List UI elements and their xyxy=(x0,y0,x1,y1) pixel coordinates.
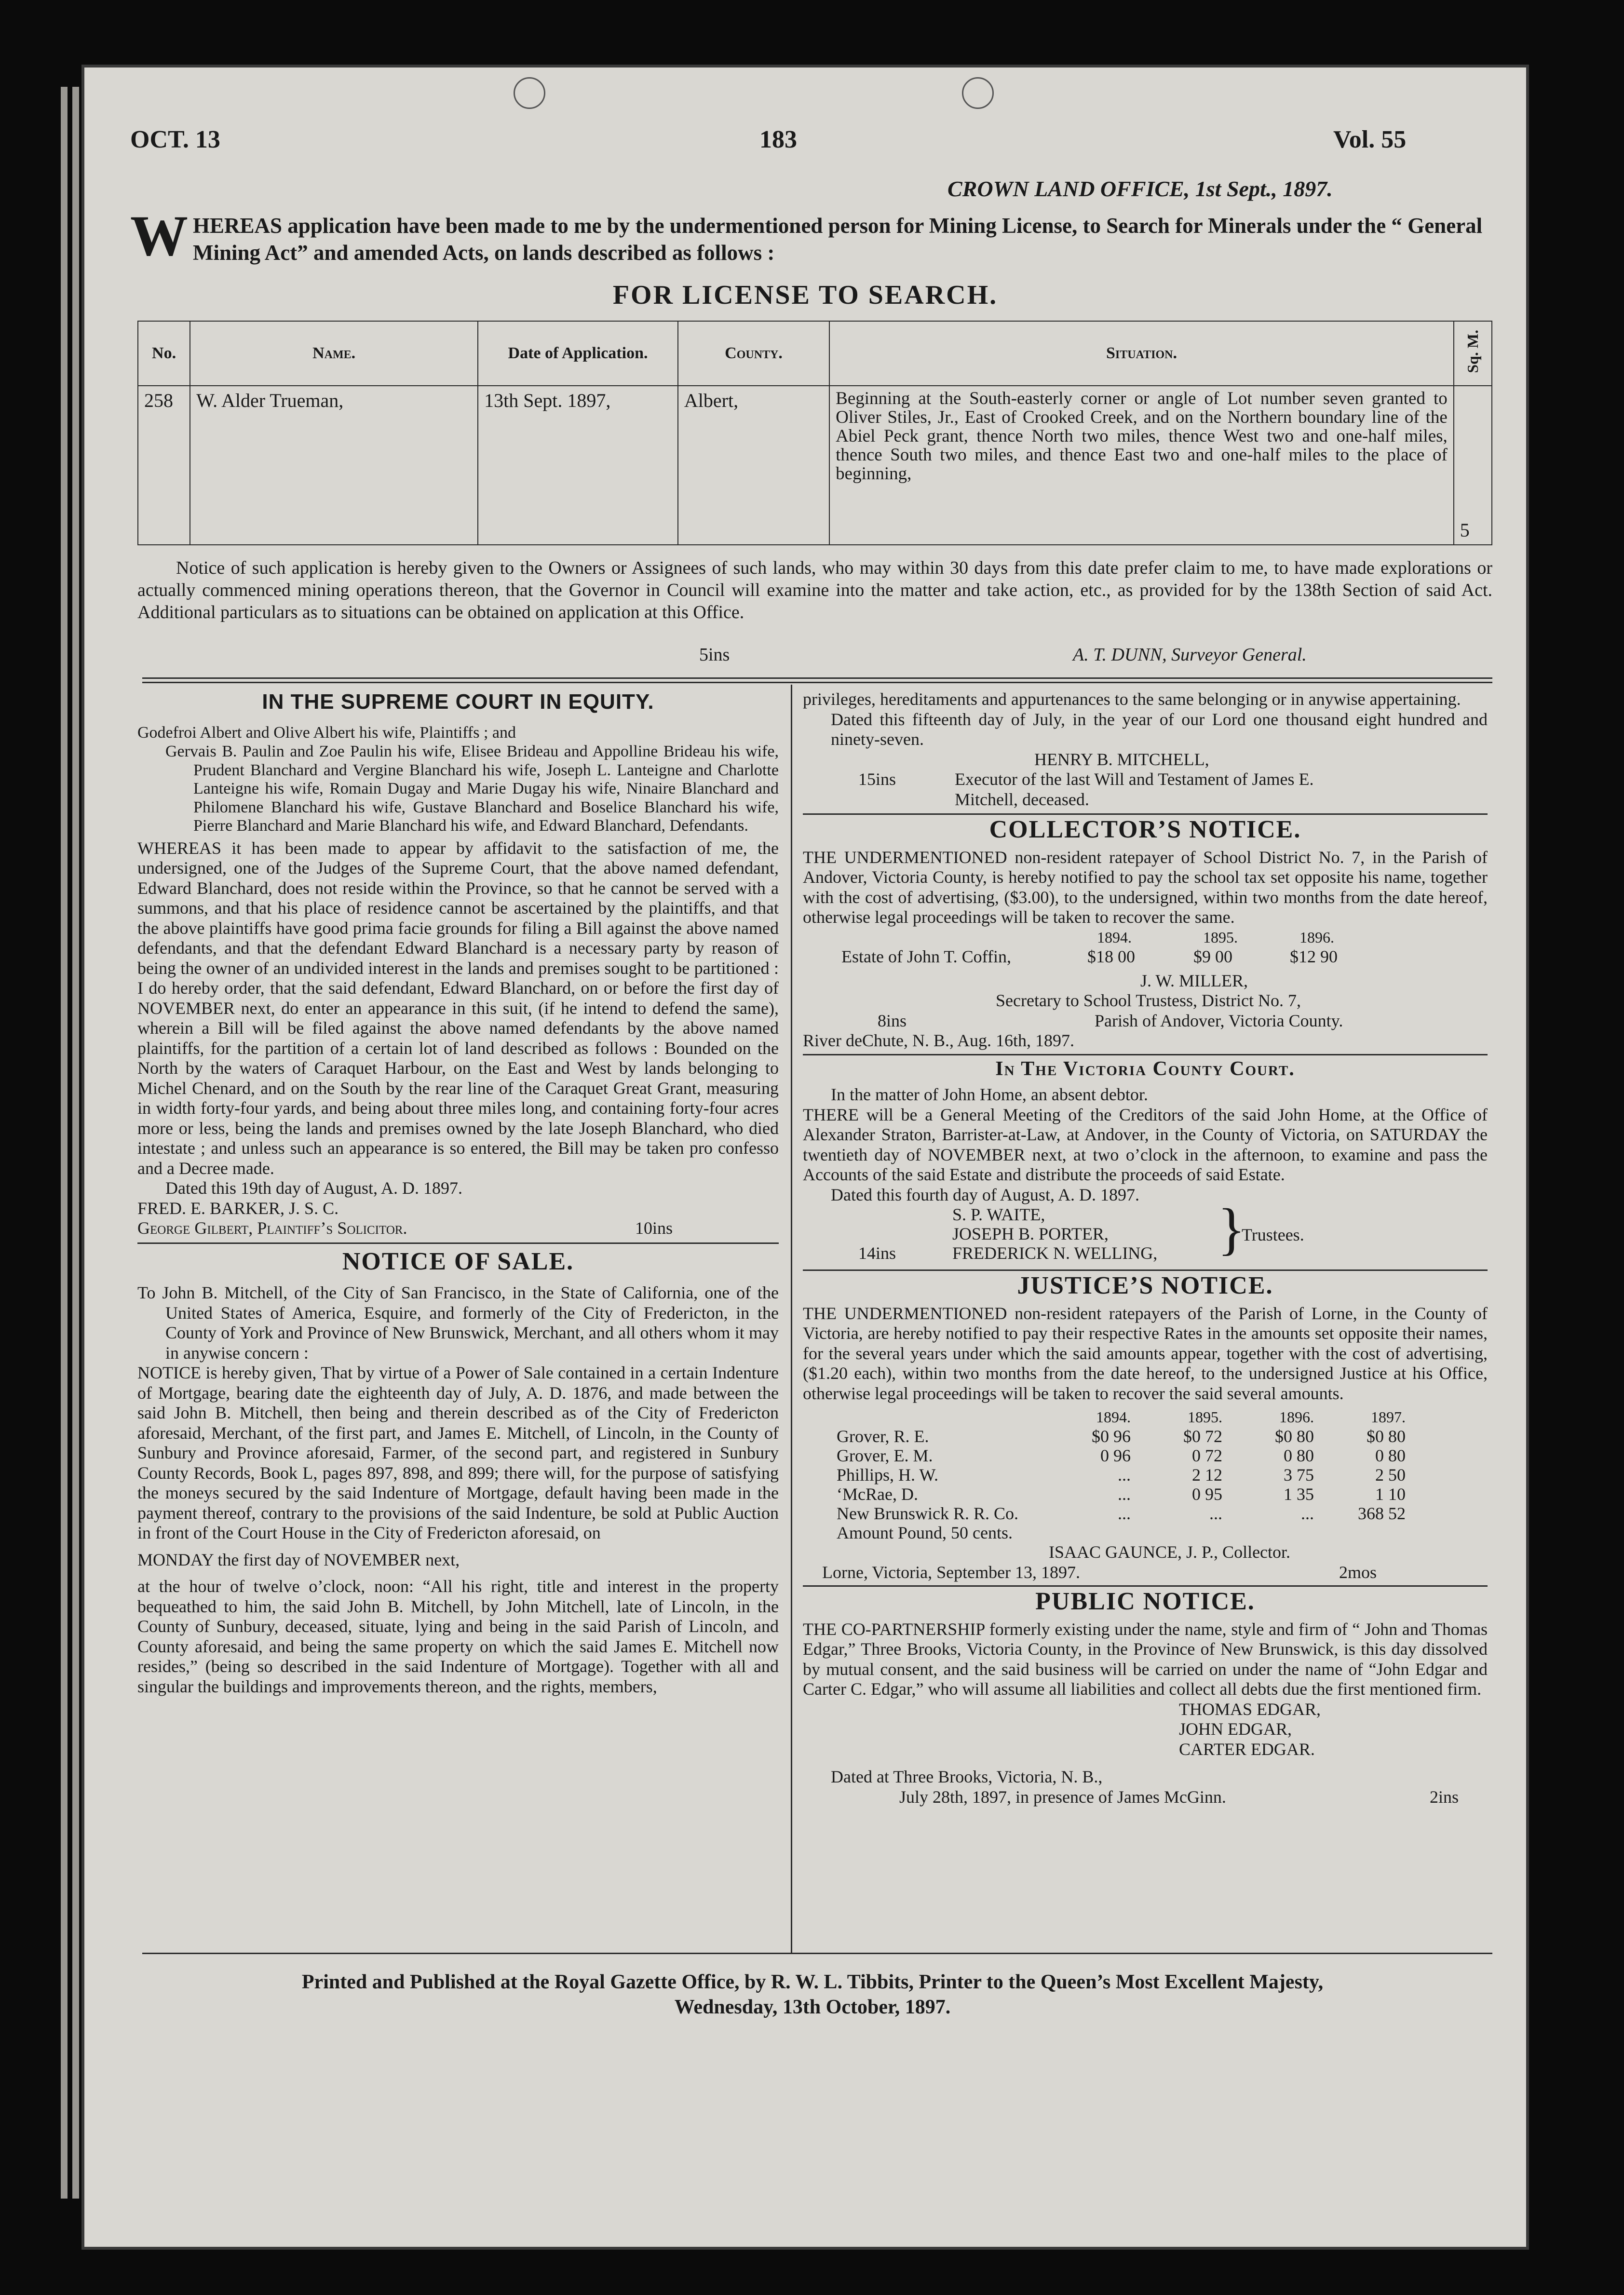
gazette-page xyxy=(84,68,1526,2247)
justice-body: THE UNDERMENTIONED non-resident ratepayers of the Parish of Lorne, in the County of Victoria, are hereby notified to pay their respective Rates in the amounts set opposite their names, for the several years under which the said amounts appear, together with the cost of advertising, ($1.20 each), within two months from the date hereof, to the undersigned Justice at his Office, otherwise legal proceedings will be taken to recover the said several amounts. xyxy=(803,1303,1488,1403)
cell-name: W. Alder Trueman, xyxy=(190,386,478,545)
col-name: Name. xyxy=(190,321,478,386)
victoria-trustees xyxy=(803,1197,1488,1268)
divider xyxy=(803,1269,1488,1271)
footer-divider xyxy=(142,1953,1492,1954)
cell-date: 13th Sept. 1897, xyxy=(478,386,678,545)
rate-value: 0 96 xyxy=(1100,1446,1131,1465)
crown-notice: Notice of such application is hereby given to the Owners or Assignees of such lands, who may within 30 days from this date prefer claim to me, to have made explorations or actually commenced mining operations thereon, that the Governor in Council will examine into the matter and take action, etc., as provided for by the 138th Section of said Act. Additional particulars as to situations can be obtained on application at this Office. xyxy=(137,558,1492,622)
rate-value: 1 35 xyxy=(1284,1485,1314,1504)
footer-line-2: Wednesday, 13th October, 1897. xyxy=(674,1996,951,2018)
rate-value: ... xyxy=(1118,1485,1131,1504)
page-edge-left-2 xyxy=(72,87,79,2199)
divider xyxy=(137,1242,779,1244)
rate-value: 0 95 xyxy=(1192,1485,1222,1504)
justice-ins: 2mos xyxy=(1339,1562,1377,1582)
column-divider xyxy=(791,685,792,1953)
sale-signer-title: Executor of the last Will and Testament of James E. Mitchell, deceased. xyxy=(955,770,1314,809)
left-column xyxy=(137,692,779,1697)
table-row xyxy=(832,1485,1410,1504)
equity-plaintiffs: Godefroi Albert and Olive Albert his wife, Plaintiffs ; and xyxy=(137,723,516,742)
public-ins: 2ins xyxy=(1429,1787,1459,1807)
crown-signature: A. T. DUNN, Surveyor General. xyxy=(1073,645,1307,665)
sale-continuation: privileges, hereditaments and appurtenances to the same belonging or in anywise appertaining. xyxy=(803,689,1461,709)
justice-title: JUSTICE’S NOTICE. xyxy=(1017,1272,1273,1299)
cell-situation: Beginning at the South-easterly corner or angle of Lot number seven granted to Oliver Stiles, Jr., East of Crooked Creek, and on the Northern boundary line of the Abiel Peck grant, thence North two miles, thence West two and one-half miles, thence South two miles, and thence East two and one-half miles to the place of beginning, xyxy=(829,386,1454,545)
equity-dated: Dated this 19th day of August, A. D. 1897. xyxy=(165,1178,462,1198)
rate-name: New Brunswick R. R. Co. xyxy=(837,1504,1018,1523)
sale-signer-row xyxy=(803,770,1488,810)
sale-body: NOTICE is hereby given, That by virtue of a Power of Sale contained in a certain Indenture of Mortgage, bearing date the eighteenth day of July, A. D. 1876, and made between the said John B. Mitchell, then being and therein described as of the City of Fredericton aforesaid, Merchant, of the first part, and James E. Mitchell, of Lincoln, in the County of Sunbury and Province aforesaid, Farmer, of the second part, and registered in Sunbury County Records, Book L, pages 897, 898, and 899; there will, for the purpose of satisfying the moneys secured by the said Indenture of Mortgage, default having been made in the payment thereof, contrary to the provisions of the said Indenture, be sold at Public Auction in front of the Court House in the City of Fredericton aforesaid, on xyxy=(137,1363,779,1542)
rate-name: Grover, R. E. xyxy=(837,1427,929,1446)
sale-day: MONDAY the first day of NOVEMBER next, xyxy=(137,1550,460,1569)
rate-value: 368 52 xyxy=(1358,1504,1406,1523)
sale-signer: HENRY B. MITCHELL, xyxy=(1034,749,1209,769)
crown-ins: 5ins xyxy=(699,645,730,665)
equity-title: IN THE SUPREME COURT IN EQUITY. xyxy=(262,690,654,714)
rates-header-blank xyxy=(832,1407,1044,1427)
collector-signer: J. W. MILLER, xyxy=(1140,971,1248,990)
license-table xyxy=(137,321,1492,545)
table-row xyxy=(832,1446,1410,1465)
justice-place-date: Lorne, Victoria, September 13, 1897. xyxy=(822,1562,1081,1582)
public-signer: JOHN EDGAR, xyxy=(1179,1719,1292,1739)
license-table-wrap xyxy=(137,321,1492,545)
sale-ins: 15ins xyxy=(858,770,896,789)
rate-value: ... xyxy=(1118,1504,1131,1523)
right-column xyxy=(803,689,1488,1807)
trustee-name: JOSEPH B. PORTER, xyxy=(952,1224,1109,1243)
rate-value: 0 80 xyxy=(1375,1446,1406,1465)
justice-place-row xyxy=(803,1563,1488,1583)
rate-value: $0 72 xyxy=(1183,1427,1222,1446)
table-header-row xyxy=(138,321,1492,386)
collector-table xyxy=(803,928,1488,971)
header-page-number: 183 xyxy=(759,126,797,153)
equity-solicitor: George Gilbert, Plaintiff’s Solicitor. xyxy=(137,1218,407,1238)
year-header: 1896. xyxy=(1279,1408,1314,1426)
victoria-dated: Dated this fourth day of August, A. D. 1897. xyxy=(831,1185,1139,1204)
drop-cap: W xyxy=(130,203,188,268)
collector-value: $12 90 xyxy=(1290,946,1338,966)
footer-imprint xyxy=(123,1970,1502,2020)
public-dated-2: July 28th, 1897, in presence of James McGinn. xyxy=(899,1787,1226,1807)
justice-signer: ISAAC GAUNCE, J. P., Collector. xyxy=(1049,1542,1291,1562)
rate-name: Phillips, H. W. xyxy=(837,1465,939,1485)
header-volume: Vol. 55 xyxy=(1333,126,1407,153)
col-sqm-label: Sq. M. xyxy=(1463,329,1481,373)
sale-body-2: at the hour of twelve o’clock, noon: “All his right, title and interest in the property bequeathed to him, the said John B. Mitchell, by John Mitchell, late of Lincoln, in the County of Sunbury, deceased, situate, lying and being in the said Parish of Lincoln, and County aforesaid, and being the same property on which the said James E. Mitchell now resides,” (being so described in the said Indenture of Mortgage). Together with all and singular the buildings and improvements thereon, and the rights, members, xyxy=(137,1577,779,1696)
collector-body: THE UNDERMENTIONED non-resident ratepayer of School District No. 7, in the Parish of Andover, Victoria County, is hereby notified to pay the school tax set opposite his name, together with the cost of advertising, ($3.00), to the undersigned, within two months from the date hereof, otherwise legal proceedings will be taken to recover the same. xyxy=(803,847,1488,927)
rate-value: 2 12 xyxy=(1192,1465,1222,1485)
binding-hole xyxy=(514,77,545,109)
public-body: THE CO-PARTNERSHIP formerly existing under the name, style and firm of “ John and Thomas Edgar,” Three Brooks, Victoria County, in the Province of New Brunswick, is this day dissolved by mutual consent, and the said business will be carried on under the name of “John Edgar and Carter C. Edgar,” who will assume all liabilities and collect all debts due the first mentioned firm. xyxy=(803,1619,1488,1699)
collector-row-name: Estate of John T. Coffin, xyxy=(841,946,1011,966)
section-divider xyxy=(142,677,1492,683)
col-situation: Situation. xyxy=(829,321,1454,386)
equity-judge: FRED. E. BARKER, J. S. C. xyxy=(137,1198,339,1218)
divider xyxy=(803,1585,1488,1587)
col-no: No. xyxy=(138,321,190,386)
col-county: County. xyxy=(678,321,829,386)
crown-office-line: CROWN LAND OFFICE, 1st Sept., 1897. xyxy=(947,176,1333,201)
public-signer: CARTER EDGAR. xyxy=(1179,1739,1315,1759)
year-header: 1894. xyxy=(1096,1408,1131,1426)
rate-value: ... xyxy=(1118,1465,1131,1485)
cell-sqm: 5 xyxy=(1454,386,1492,545)
public-dated-row xyxy=(803,1787,1488,1808)
year-1895: 1895. xyxy=(1203,928,1238,946)
equity-ins: 10ins xyxy=(635,1218,673,1238)
rate-value: 0 80 xyxy=(1284,1446,1314,1465)
equity-solicitor-row xyxy=(137,1218,779,1239)
rate-value: 1 10 xyxy=(1375,1485,1406,1504)
collector-place-date: River deChute, N. B., Aug. 16th, 1897. xyxy=(803,1031,1074,1050)
victoria-title: In The Victoria County Court. xyxy=(995,1057,1295,1080)
divider xyxy=(803,1054,1488,1055)
victoria-ins: 14ins xyxy=(858,1243,896,1263)
rate-value: $0 80 xyxy=(1367,1427,1406,1446)
sale-address: To John B. Mitchell, of the City of San Francisco, in the State of California, one of the United States of America, Esquire, and formerly of the City of Fredericton, in the County of York and Province of New Brunswick, Merchant, and all others whom it may in anywise concern : xyxy=(137,1283,779,1363)
rate-name: ‘McRae, D. xyxy=(837,1485,918,1504)
trustees-label: Trustees. xyxy=(1242,1225,1304,1244)
rate-pound: Amount Pound, 50 cents. xyxy=(837,1523,1013,1542)
cell-county: Albert, xyxy=(678,386,829,545)
collector-signer-title: Secretary to School Trustess, District No. 7, xyxy=(996,991,1301,1010)
collector-title: COLLECTOR’S NOTICE. xyxy=(989,816,1301,843)
collector-parish-row xyxy=(803,1011,1488,1031)
divider xyxy=(803,813,1488,815)
sale-dated: Dated this fifteenth day of July, in the year of our Lord one thousand eight hundred and ninety-seven. xyxy=(831,709,1488,749)
table-row xyxy=(832,1504,1410,1523)
year-header: 1897. xyxy=(1371,1408,1406,1426)
public-dated-1: Dated at Three Brooks, Victoria, N. B., xyxy=(831,1767,1103,1786)
collector-ins: 8ins xyxy=(878,1011,907,1030)
equity-body: WHEREAS it has been made to appear by affidavit to the satisfaction of me, the undersigned, one of the Judges of the Supreme Court, that the above named defendant, Edward Blanchard, does not reside within the Province, so that he cannot be served with a summons, and that his place of residence cannot be ascertained by the plaintiffs, and that the above plaintiffs have good prima facie grounds for filing a Bill against the above named defendants, and that the defendant Edward Blanchard is a necessary party by reason of being the owner of an undivided interest in the lands and premises sought to be partitioned : I do hereby order, that the said defendant, Edward Blanchard, on or before the first day of NOVEMBER next, do enter an appearance in this suit, (if he intend to defend the same), wherein a Bill will be filed against the above named defendants by the above named plaintiffs, for the partition of a certain lot of land described as follows : Bounded on the North by the waters of Caraquet Harbour, on the East and West by lands belonging to Michel Chenard, and on the South by the rear line of the Caraquet Great Grant, measuring in width forty-four yards, and being about three miles long, and containing forty-four acres more or less, being the lands and premises owned by the late Joseph Blanchard, who died intestate ; and unless such an appearance is so entered, the Bill may be taken pro confesso and a Decree made. xyxy=(137,838,779,1178)
col-date: Date of Application. xyxy=(478,321,678,386)
rates-header-row xyxy=(832,1407,1410,1427)
rate-value: ... xyxy=(1209,1504,1222,1523)
table-row xyxy=(832,1523,1410,1542)
year-header: 1895. xyxy=(1188,1408,1222,1426)
header-date: OCT. 13 xyxy=(130,126,220,153)
table-row xyxy=(832,1465,1410,1485)
rate-value: 3 75 xyxy=(1284,1465,1314,1485)
sale-title: NOTICE OF SALE. xyxy=(342,1247,574,1275)
rate-value: 2 50 xyxy=(1375,1465,1406,1485)
table-row xyxy=(138,386,1492,545)
trustee-name: FREDERICK N. WELLING, xyxy=(952,1243,1158,1263)
license-title: FOR LICENSE TO SEARCH. xyxy=(612,280,998,310)
collector-value: $18 00 xyxy=(1087,946,1135,966)
equity-defendants: Gervais B. Paulin and Zoe Paulin his wife, Elisee Brideau and Appolline Brideau his wife, Prudent Blanchard and Vergine Blanchard his wife, Joseph L. Lanteigne and Charlotte Lanteigne his wife, Romain Dugay and Marie Dugay his wife, Ninaire Blanchard and Philomene Blanchard his wife, Gustave Blanchard and Boselice Blanchard his wife, Pierre Blanchard and Marie Blanchard his wife, and Edward Blanchard, Defendants. xyxy=(165,742,779,835)
binding-hole xyxy=(962,77,994,109)
col-sqm xyxy=(1454,321,1492,386)
crown-lead-paragraph xyxy=(130,203,1490,268)
victoria-body: THERE will be a General Meeting of the Creditors of the said John Home, at the Office of Alexander Straton, Barrister-at-Law, at Andover, in the County of Victoria, on SATURDAY the twentieth day of NOVEMBER next, at two o’clock in the afternoon, to examine and pass the Accounts of the said Estate and distribute the proceeds of said Estate. xyxy=(803,1105,1488,1184)
rate-value: ... xyxy=(1301,1504,1314,1523)
public-signer: THOMAS EDGAR, xyxy=(1179,1699,1321,1719)
brace-icon: } xyxy=(1218,1197,1245,1261)
collector-parish: Parish of Andover, Victoria County. xyxy=(1095,1011,1343,1030)
rate-value: $0 80 xyxy=(1275,1427,1314,1446)
victoria-matter: In the matter of John Home, an absent debtor. xyxy=(831,1085,1148,1104)
public-title: PUBLIC NOTICE. xyxy=(1035,1588,1255,1615)
rate-value: 0 72 xyxy=(1192,1446,1222,1465)
rate-value: $0 96 xyxy=(1092,1427,1131,1446)
crown-lead-text: HEREAS application have been made to me by the undermentioned person for Mining License, to Search for Minerals under the “ General Mining Act” and amended Acts, on lands described as follows : xyxy=(193,214,1483,265)
collector-value: $9 00 xyxy=(1193,946,1232,966)
table-row xyxy=(832,1427,1410,1446)
justice-rates-table xyxy=(832,1407,1410,1542)
footer-line-1: Printed and Published at the Royal Gazette Office, by R. W. L. Tibbits, Printer to the Queen’s Most Excellent Majesty, xyxy=(301,1971,1324,1993)
trustee-name: S. P. WAITE, xyxy=(952,1205,1045,1224)
rate-name: Grover, E. M. xyxy=(837,1446,933,1465)
year-1896: 1896. xyxy=(1299,928,1334,946)
page-edge-left xyxy=(61,87,68,2199)
cell-no: 258 xyxy=(138,386,190,545)
year-1894: 1894. xyxy=(1097,928,1132,946)
